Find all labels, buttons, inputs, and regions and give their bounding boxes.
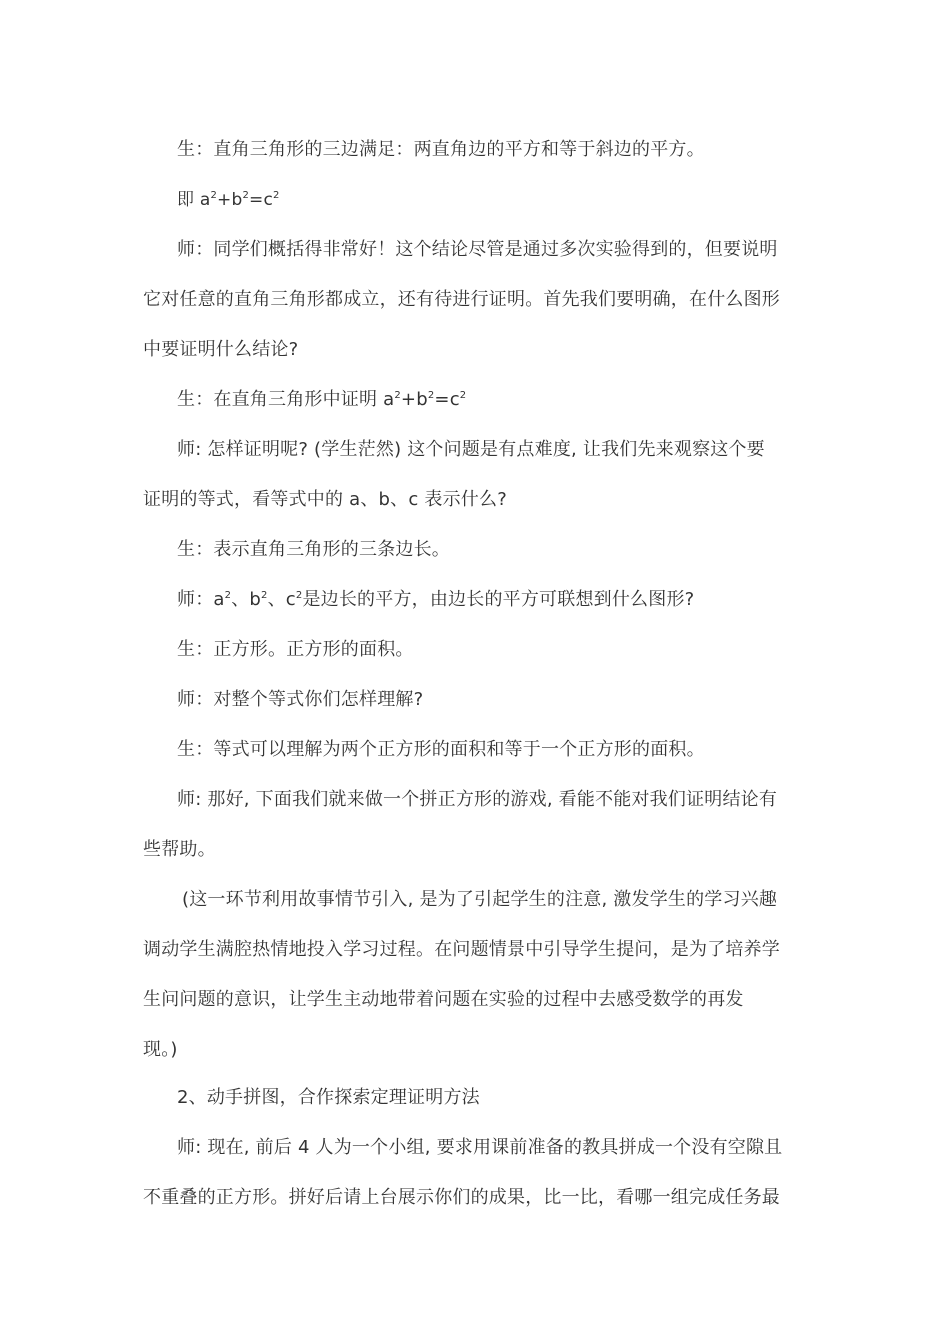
formula-line bbox=[177, 388, 847, 412]
text-line: 师: 现在, 前后 4 人为一个小组, 要求用课前准备的教具拼成一个没有空隙且 bbox=[177, 1137, 783, 1158]
var-a: a bbox=[383, 389, 395, 410]
superscript: 2 bbox=[394, 390, 401, 401]
superscript: 2 bbox=[210, 190, 217, 201]
var-a: a bbox=[213, 589, 225, 610]
superscript: 2 bbox=[224, 590, 232, 601]
var-a: a bbox=[199, 190, 211, 210]
text-span: 是边长的平方，由边长的平方可联想到什么图形? bbox=[302, 589, 695, 610]
text-line: 它对任意的直角三角形都成立，还有待进行证明。首先我们要明确，在什么图形 bbox=[143, 289, 780, 310]
text-line: 调动学生满腔热情地投入学习过程。在问题情景中引导学生提问，是为了培养学 bbox=[143, 939, 780, 960]
text-line: 师：对整个等式你们怎样理解? bbox=[177, 689, 424, 710]
text-span: 即 bbox=[177, 190, 200, 210]
text-line: 不重叠的正方形。拼好后请上台展示你们的成果，比一比，看哪一组完成任务最 bbox=[143, 1187, 780, 1208]
var-b: +b bbox=[400, 389, 428, 410]
superscript: 2 bbox=[427, 390, 435, 401]
text-line: 生：表示直角三角形的三条边长。 bbox=[177, 539, 450, 560]
formula-line bbox=[177, 188, 847, 212]
text-span: 师： bbox=[177, 589, 214, 610]
var-c: =c bbox=[249, 190, 273, 210]
section-heading: 2、动手拼图，合作探索定理证明方法 bbox=[177, 1087, 480, 1108]
text-line: 生：正方形。正方形的面积。 bbox=[177, 639, 414, 660]
superscript: 2 bbox=[459, 390, 467, 401]
text-line: 师: 那好, 下面我们就来做一个拼正方形的游戏, 看能不能对我们证明结论有 bbox=[177, 789, 778, 810]
superscript: 2 bbox=[261, 590, 268, 601]
text-line: 现。) bbox=[143, 1039, 178, 1060]
text-line: 生：直角三角形的三边满足：两直角边的平方和等于斜边的平方。 bbox=[177, 139, 705, 160]
formula-line bbox=[177, 588, 847, 612]
text-span: 生：在直角三角形中证明 bbox=[177, 389, 384, 410]
var-b: +b bbox=[217, 190, 243, 210]
text-line: 些帮助。 bbox=[143, 839, 216, 860]
superscript: 2 bbox=[273, 190, 280, 201]
var-b: 、b bbox=[231, 589, 262, 610]
var-c: 、c bbox=[267, 589, 296, 610]
text-line: (这一环节利用故事情节引入, 是为了引起学生的注意, 激发学生的学习兴趣 bbox=[182, 889, 778, 910]
superscript: 2 bbox=[242, 190, 249, 201]
text-line: 生：等式可以理解为两个正方形的面积和等于一个正方形的面积。 bbox=[177, 739, 705, 760]
text-line: 师: 怎样证明呢? (学生茫然) 这个问题是有点难度, 让我们先来观察这个要 bbox=[177, 439, 765, 460]
text-line: 证明的等式，看等式中的 a、b、c 表示什么? bbox=[143, 489, 507, 510]
var-c: =c bbox=[434, 389, 460, 410]
superscript: 2 bbox=[295, 590, 303, 601]
text-line: 中要证明什么结论? bbox=[143, 339, 299, 360]
text-line: 师：同学们概括得非常好！这个结论尽管是通过多次实验得到的，但要说明 bbox=[177, 239, 778, 260]
text-line: 生问问题的意识，让学生主动地带着问题在实验的过程中去感受数学的再发 bbox=[143, 989, 744, 1010]
